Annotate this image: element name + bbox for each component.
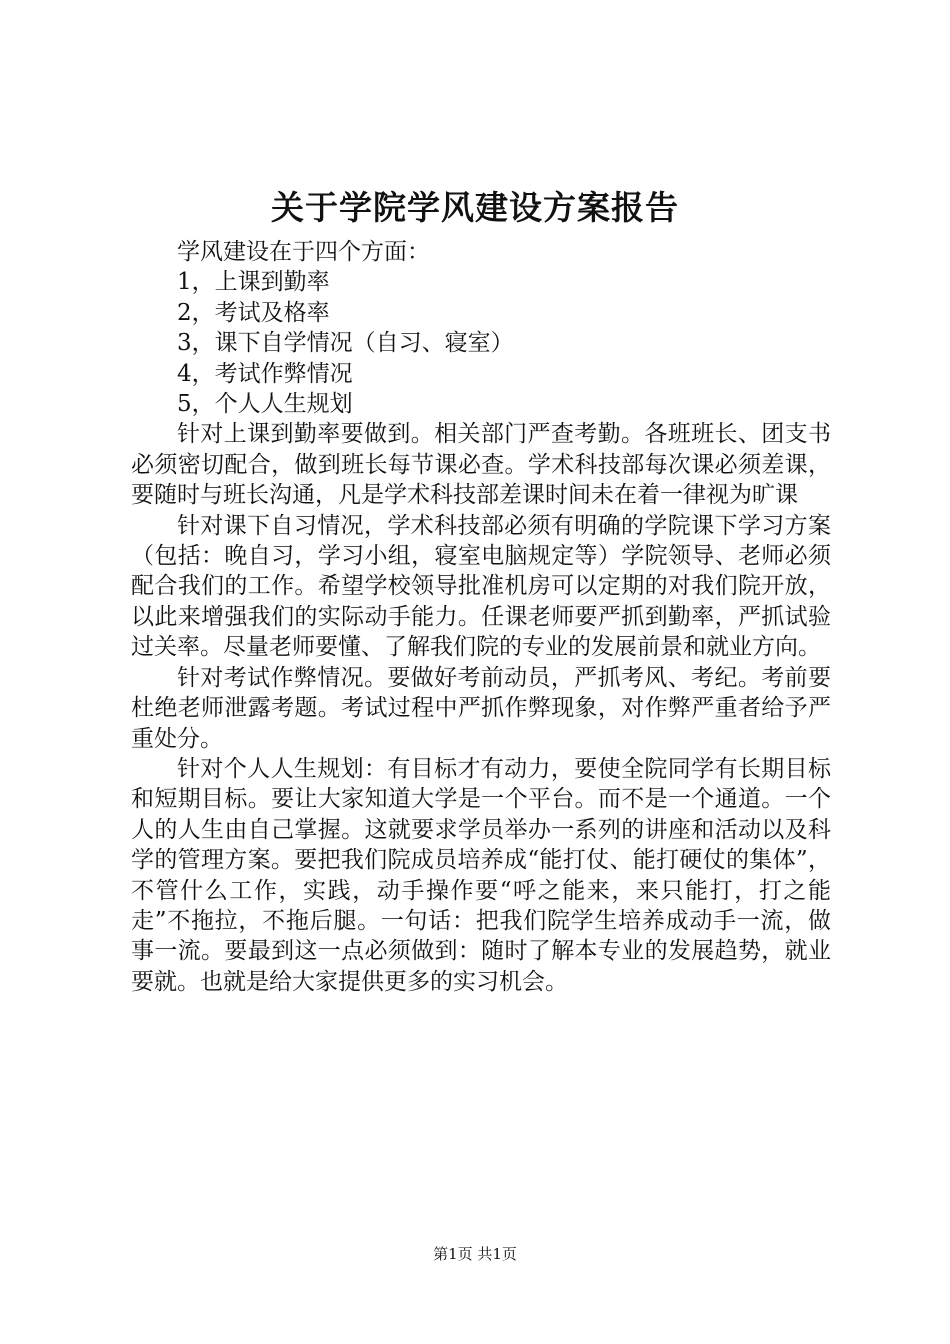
- document-title: 关于学院学风建设方案报告: [271, 188, 679, 227]
- list-item: 4，考试作弊情况: [177, 360, 353, 387]
- paragraph-exam-cheating: 针对考试作弊情况。要做好考前动员，严抓考风、考纪。考前要杜绝老师泄露考题。考试过程中严抓作弊现象，对作弊严重者给予严重处分。: [131, 664, 831, 752]
- list-item: 2，考试及格率: [177, 299, 330, 326]
- document-body: [131, 237, 831, 997]
- page-footer: 第1页 共1页: [433, 1245, 517, 1263]
- list-item: 5，个人人生规划: [177, 391, 353, 418]
- list-item: 3，课下自学情况（自习、寝室）: [177, 330, 514, 357]
- paragraph-attendance: 针对上课到勤率要做到。相关部门严查考勤。各班班长、团支书必须密切配合，做到班长每节课必查。学术科技部每次课必须差课，要随时与班长沟通，凡是学术科技部差课时间未在着一律视为旷课: [131, 421, 831, 509]
- paragraph-life-planning: 针对个人人生规划：有目标才有动力，要使全院同学有长期目标和短期目标。要让大家知道大学是一个平台。而不是一个通道。一个人的人生由自己掌握。这就要求学员举办一系列的讲座和活动以及科学的管理方案。要把我们院成员培养成“能打仗、能打硬仗的集体”，不管什么工作，实践，动手操作要“呼之能来，来只能打，打之能走”不拖拉，不拖后腿。一句话：把我们院学生培养成动手一流，做事一流。要最到这一点必须做到：随时了解本专业的发展趋势，就业要就。也就是给大家提供更多的实习机会。: [131, 755, 831, 995]
- intro-line: 学风建设在于四个方面：: [177, 239, 430, 265]
- list-item: 1，上课到勤率: [177, 269, 330, 296]
- paragraph-self-study: 针对课下自习情况，学术科技部必须有明确的学院课下学习方案（包括：晚自习，学习小组，寝室电脑规定等）学院领导、老师必须配合我们的工作。希望学校领导批准机房可以定期的对我们院开放，以此来增强我们的实际动手能力。任课老师要严抓到勤率，严抓试验过关率。尽量老师要懂、了解我们院的专业的发展前景和就业方向。: [131, 512, 831, 661]
